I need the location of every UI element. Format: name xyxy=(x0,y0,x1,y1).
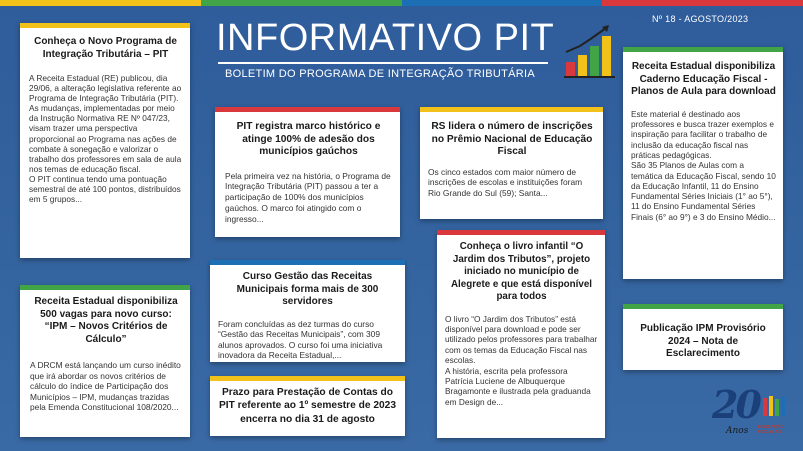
card-title: PIT registra marco histórico e atinge 100% de adesão dos municípios gaúchos xyxy=(236,121,381,157)
card-title: Conheça o Novo Programa de Integração Tributária – PIT xyxy=(34,36,177,60)
card-body: O livro “O Jardim dos Tributos” está disponível para download e pode ser utilizado pelos professores para trabalhar com os temas da Educação Fiscal nas escolas. A história, escrita pela professora Patrícia Luciene de Albuquerque Bragamonte e ilustrada pela graduanda em Design de... xyxy=(445,313,598,407)
20-anos-logo xyxy=(706,382,801,448)
card-title: Prazo para Prestação de Contas do PIT referente ao 1º semestre de 2023 encerra no dia 31 de agosto xyxy=(218,387,396,425)
news-card-marco-historico[interactable] xyxy=(215,107,400,237)
news-card-ipm-curso[interactable] xyxy=(20,285,190,437)
title-underline xyxy=(218,62,548,64)
news-card-caderno-educacao-fiscal[interactable] xyxy=(623,47,783,279)
news-card-prazo-prestacao-contas[interactable] xyxy=(210,376,405,436)
card-title: Conheça o livro infantil “O Jardim dos Tributos”, projeto iniciado no município de Alegrete e que está disponível para todos xyxy=(450,241,592,302)
page-subtitle: BOLETIM DO PROGRAMA DE INTEGRAÇÃO TRIBUTÁRIA xyxy=(225,68,536,80)
page-title: INFORMATIVO PIT xyxy=(216,17,555,59)
news-card-jardim-dos-tributos[interactable] xyxy=(437,230,605,438)
news-card-ipm-provisorio[interactable] xyxy=(623,304,783,370)
card-body: Pela primeira vez na história, o Programa de Integração Tributária (PIT) passou a ter a participação de 100% dos municípios gaúchos. O marco foi atingido com o ingresso... xyxy=(225,170,391,224)
bar-chart-growth-icon xyxy=(562,22,618,80)
card-stripe xyxy=(437,230,605,235)
logo-word: Anos xyxy=(726,426,749,436)
top-color-bar xyxy=(0,0,803,6)
card-title: RS lidera o número de inscrições no Prêmio Nacional de Educação Fiscal xyxy=(431,121,593,157)
card-stripe xyxy=(210,260,405,265)
card-body: A Receita Estadual (RE) publicou, dia 29/06, a alteração legislativa referente ao Programa de Integração Tributária (PIT). As mudanças, implementadas por meio da Instrução Normativa RE Nº 047/23, visam trazer uma perspectiva proporcional ao Programa nas ações de combate à sonegação e valorizar o trabalho dos professores em sala de aula nos temas de educação fiscal. O PIT continua tendo uma pontuação semestral de até 100 pontos, distribuídos em 5 grupos... xyxy=(29,73,182,205)
card-stripe xyxy=(20,285,190,290)
card-title: Receita Estadual disponibiliza Caderno Educação Fiscal - Planos de Aula para download xyxy=(631,61,776,98)
card-body: A DRCM está lançando um curso inédito que irá abordar os novos critérios de cálculo do índice de Participação dos Municípios – IPM, mudanças trazidas pela Emenda Constitucional 108/2020... xyxy=(30,360,181,413)
card-title: Curso Gestão das Receitas Municipais forma mais de 300 servidores xyxy=(236,271,379,307)
card-stripe xyxy=(215,107,400,112)
card-stripe xyxy=(20,23,190,28)
news-card-rs-lidera[interactable] xyxy=(420,107,603,219)
card-title: Receita Estadual disponibiliza 500 vagas para novo curso: “IPM – Novos Critérios de Cálculo” xyxy=(34,296,178,345)
news-card-gestao-receitas[interactable] xyxy=(210,260,405,362)
card-stripe xyxy=(210,376,405,381)
card-stripe xyxy=(420,107,603,112)
logo-number: 20 xyxy=(712,382,759,427)
news-card-novo-programa[interactable] xyxy=(20,23,190,258)
card-stripe xyxy=(623,47,783,52)
card-body: Foram concluídas as dez turmas do curso “Gestão das Receitas Municipais”, com 309 alunos aprovados. O curso foi uma iniciativa inovadora da Receita Estadual,... xyxy=(218,318,383,361)
card-stripe xyxy=(623,304,783,309)
card-body: Os cinco estados com maior número de inscrições de escolas e instituições foram Rio Grande do Sul (59); Santa... xyxy=(428,166,583,199)
card-title: Publicação IPM Provisório 2024 – Nota de Esclarecimento xyxy=(640,323,766,359)
pencils-icon xyxy=(761,394,787,420)
logo-caption: EDUCAÇÃO FISCAL RS xyxy=(758,424,785,434)
edition-label: Nº 18 - AGOSTO/2023 xyxy=(652,14,749,24)
card-body: Este material é destinado aos professores e busca trazer exemplos e inspiração para facilitar o trabalho de inclusão da educação fiscal nas práticas pedagógicas. São 35 Planos de Aulas com a temática da Educação Fiscal, sendo 10 da Educação Infantil, 11 do Ensino Fundamental Séries Iniciais (1° ao 5°), 11 do Ensino Fundamental Séries Finais (6° ao 9°) e 3 do Ensino Médio... xyxy=(631,108,776,222)
